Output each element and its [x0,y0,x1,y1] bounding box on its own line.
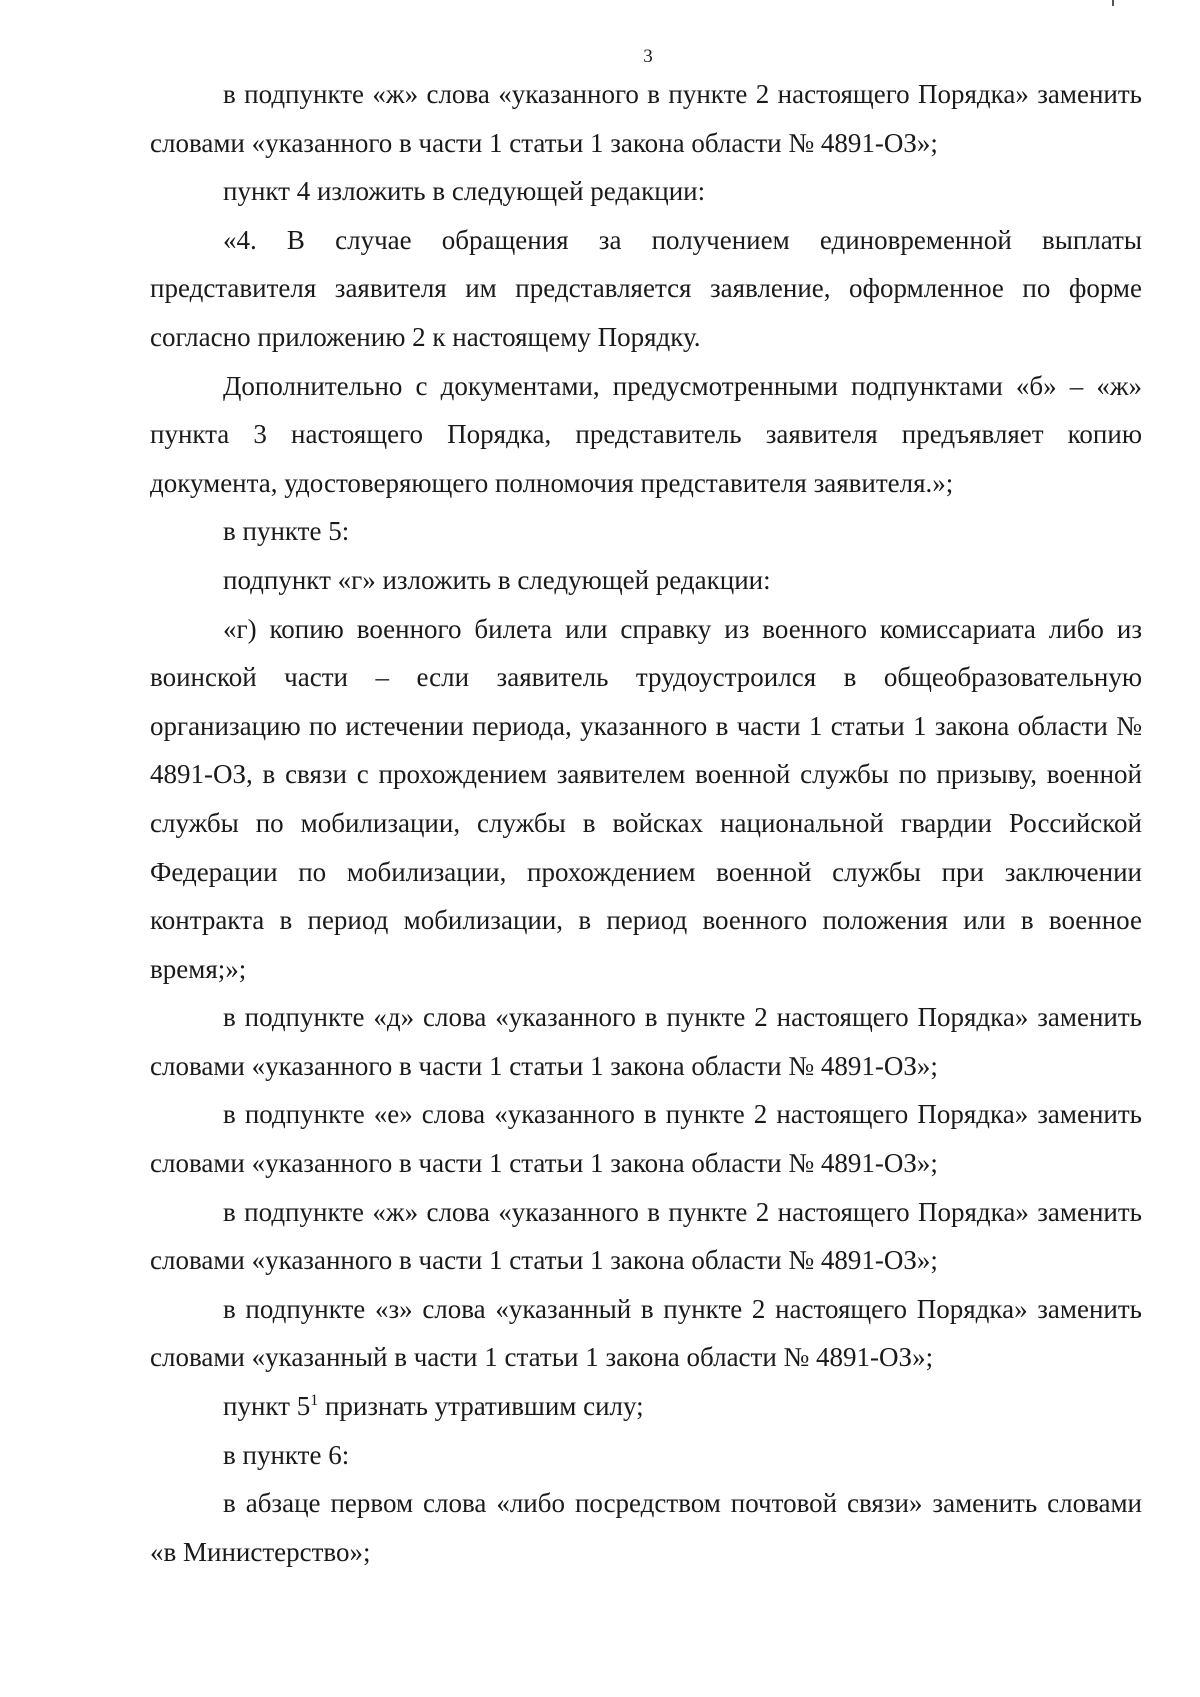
paragraph-subitem-z-replace: в подпункте «з» слова «указанный в пункте 2 настоящего Порядка» заменить словами «указанный в части 1 статьи 1 закона области № 4891-ОЗ»; [150,1293,1142,1373]
paragraph-item-4-additional: Дополнительно с документами, предусмотренными подпунктами «б» – «ж» пункта 3 настоящего Порядка, представитель заявителя предъявляет копию документа, удостоверяющего полномочия представителя заявителя.»; [150,370,1142,498]
paragraph-subitem-d-replace: в подпункте «д» слова «указанного в пункте 2 настоящего Порядка» заменить словами «указанного в части 1 статьи 1 закона области № 4891-ОЗ»; [150,1002,1142,1081]
paragraph-subitem-zh2-replace: в подпункте «ж» слова «указанного в пункте 2 настоящего Порядка» заменить словами «указанного в части 1 статьи 1 закона области № 4891-ОЗ»; [150,1196,1142,1276]
paragraph-item-4-intro: пункт 4 изложить в следующей редакции: [223,176,706,207]
paragraph-subitem-g-intro: подпункт «г» изложить в следующей редакции: [223,564,771,595]
paragraph-item-4-text: «4. В случае обращения за получением единовременной выплаты представителя заявителя им представляется заявление, оформленное по форме согласно приложению 2 к настоящему Порядку. [150,224,1142,352]
paragraph-item-5-intro: в пункте 5: [223,516,350,547]
paragraph-subitem-g-text: «г) копию военного билета или справку из военного комиссариата либо из воинской части – если заявитель трудоустроился в общеобразовательную организацию по истечении периода, указанного в части 1 статьи 1 закона области № 4891-ОЗ, в связи с прохождением заявителем военной службы по призыву, военной службы по мобилизации, службы в войсках национальной гвардии Российской Федерации по мобилизации, прохождением военной службы при заключении контракта в период мобилизации, в период военного положения или в военное время;»; [150,613,1142,984]
scan-mark [1112,0,1114,6]
document-body [150,70,1142,1576]
page-number: 3 [643,46,653,67]
paragraph-item-5-1-repeal [150,1382,1142,1431]
paragraph-item-6-first-clause: в абзаце первом слова «либо посредством почтовой связи» заменить словами «в Министерство»; [150,1488,1142,1567]
item-5-1-text: признать утратившим силу; [318,1391,644,1422]
paragraph-subitem-zh-replace: в подпункте «ж» слова «указанного в пункте 2 настоящего Порядка» заменить словами «указанного в части 1 статьи 1 закона области № 4891-ОЗ»; [150,79,1142,158]
item-5-1-superscript: 1 [310,1392,319,1410]
paragraph-item-6-intro: в пункте 6: [223,1439,350,1470]
paragraph-subitem-e-replace: в подпункте «е» слова «указанного в пункте 2 настоящего Порядка» заменить словами «указанного в части 1 статьи 1 закона области № 4891-ОЗ»; [150,1099,1142,1179]
item-5-1-label: пункт 5 [223,1391,311,1422]
